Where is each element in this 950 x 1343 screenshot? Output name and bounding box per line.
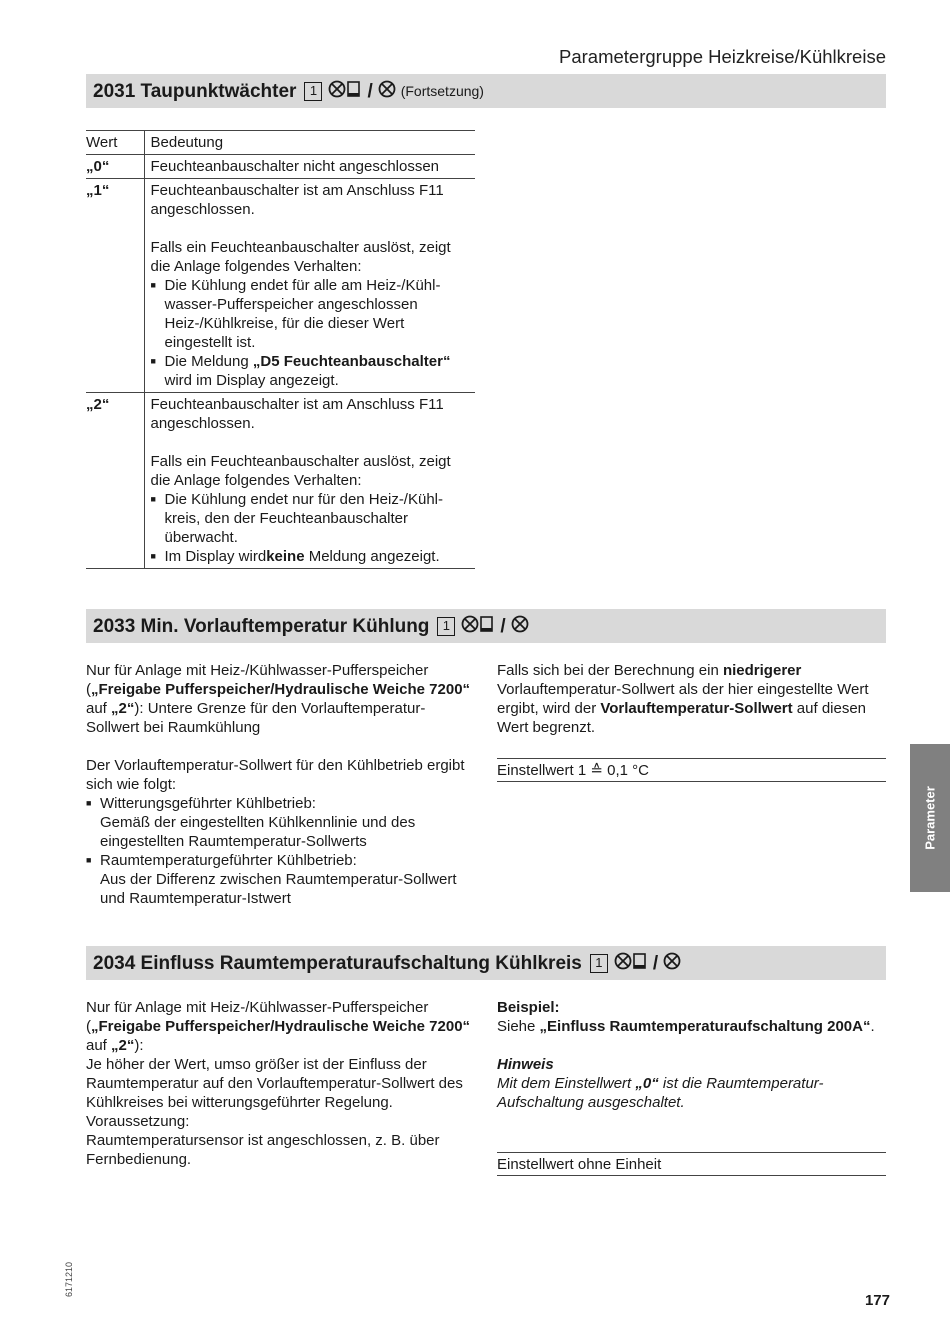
- meaning-line: Feuchteanbauschalter ist am Anschluss F11 angeschlossen.: [150, 396, 444, 432]
- row-value: „2“: [86, 393, 144, 569]
- row-meaning: [144, 179, 475, 393]
- slash-separator: /: [367, 80, 373, 102]
- heating-circuit-icon: [662, 950, 682, 976]
- side-tab-parameter: [910, 744, 950, 892]
- section-title: 2034 Einfluss Raumtemperaturaufschaltung Kühlkreis: [93, 952, 582, 974]
- paragraph: Nur für Anlage mit Heiz-/Kühlwasser-Pufferspeicher („Freigabe Pufferspeicher/Hydraulische Weiche 7200“ auf „2“):: [86, 999, 471, 1054]
- paragraph: Voraussetzung:: [86, 1113, 190, 1130]
- list-item: [151, 352, 472, 390]
- page-number: 177: [864, 1292, 890, 1309]
- list-item: [151, 276, 472, 352]
- note-text: Mit dem Einstellwert „0“ ist die Raumtemperatur-Aufschaltung ausgeschaltet.: [497, 1075, 824, 1111]
- continuation-label: (Fortsetzung): [400, 82, 484, 99]
- paragraph: Nur für Anlage mit Heiz-/Kühlwasser-Pufferspeicher („Freigabe Pufferspeicher/Hydraulische Weiche 7200“ auf „2“): Untere Grenze für den Vorlauftemperatur-Sollwert bei Raumkühlung: [86, 662, 471, 736]
- heating-circuit-icon: [510, 613, 530, 639]
- heating-circuit-icon: [377, 78, 397, 104]
- list-item-text: Witterungsgeführter Kühlbetrieb: Gemäß der eingestellten Kühlkennlinie und des eingestellten Raumtemperatur-Sollwerts: [100, 795, 416, 850]
- note-label: Hinweis: [497, 1056, 554, 1073]
- bullet-icon: ■: [150, 280, 156, 290]
- meaning-line: Feuchteanbauschalter ist am Anschluss F11 angeschlossen.: [150, 182, 444, 218]
- list-item-text: Die Meldung „D5 Feuchteanbauschalter“ wird im Display angezeigt.: [164, 353, 451, 389]
- bullet-icon: ■: [150, 551, 156, 561]
- row-value: „0“: [86, 155, 144, 179]
- section-heading-2033: [86, 609, 886, 643]
- section-2034-right-text: [497, 998, 883, 1112]
- section-heading-2034: [86, 946, 886, 980]
- slash-separator: /: [652, 952, 659, 974]
- bullet-icon: ■: [86, 798, 92, 808]
- section-heading-2031: [86, 74, 886, 108]
- row-value: „1“: [86, 179, 144, 393]
- table-header-meaning: Bedeutung: [144, 131, 475, 155]
- section-2034-left-text: [86, 998, 472, 1169]
- heating-cooling-circuit-icon: [328, 78, 362, 104]
- level-box-icon: 1: [590, 954, 608, 973]
- list-item: [86, 851, 472, 908]
- level-box-icon: 1: [437, 617, 455, 636]
- table-row: [86, 179, 475, 393]
- document-number: 6171210: [64, 1261, 75, 1298]
- paragraph: Der Vorlauftemperatur-Sollwert für den Kühlbetrieb ergibt sich wie folgt:: [86, 757, 465, 793]
- list-item: [151, 490, 472, 547]
- list-item-text: Die Kühlung endet nur für den Heiz-/Kühl-kreis, den der Feuchteanbauschalter überwacht.: [164, 491, 443, 546]
- list-item-text: Raumtemperaturgeführter Kühlbetrieb: Aus der Differenz zwischen Raumtemperatur-Sollwert und Raumtemperatur-Istwert: [100, 852, 457, 907]
- table-row: [86, 393, 475, 569]
- table-header-value: Wert: [86, 131, 144, 155]
- paragraph: Je höher der Wert, umso größer ist der Einfluss der Raumtemperatur auf den Vorlauftemperatur-Sollwert des Kühlkreises bei witterungsgeführter Regelung.: [86, 1056, 463, 1111]
- row-meaning: [144, 393, 475, 569]
- section-2033-left-text: [86, 661, 472, 908]
- list-item-text: Die Kühlung endet für alle am Heiz-/Kühl-wasser-Pufferspeicher angeschlossen Heiz-/Kühlkreise, für die dieser Wert eingestellt ist.: [164, 277, 441, 351]
- bullet-icon: ■: [150, 356, 156, 366]
- row-meaning: Feuchteanbauschalter nicht angeschlossen: [144, 155, 475, 179]
- setting-value-2033: Einstellwert 1 ≙ 0,1 °C: [497, 758, 886, 782]
- value-meaning-table: [86, 130, 475, 569]
- list-item: [151, 547, 472, 566]
- section-title: 2033 Min. Vorlauftemperatur Kühlung: [93, 615, 430, 637]
- bullet-icon: ■: [150, 494, 156, 504]
- paragraph: Raumtemperatursensor ist angeschlossen, z. B. über Fernbedienung.: [86, 1132, 440, 1168]
- side-tab-label: Parameter: [922, 786, 938, 850]
- list-item-text: Im Display wirdkeine Meldung angezeigt.: [164, 548, 440, 565]
- slash-separator: /: [500, 615, 506, 637]
- list-item: [86, 794, 472, 851]
- table-row: [86, 155, 475, 179]
- example-text: Siehe „Einfluss Raumtemperaturaufschaltung 200A“.: [497, 1018, 875, 1035]
- bullet-icon: ■: [86, 855, 92, 865]
- setting-value-2034: Einstellwert ohne Einheit: [497, 1152, 886, 1176]
- heating-cooling-circuit-icon: [614, 950, 648, 976]
- heating-cooling-circuit-icon: [461, 613, 495, 639]
- page-header-title: Parametergruppe Heizkreise/Kühlkreise: [559, 46, 886, 67]
- level-box-icon: 1: [304, 82, 322, 101]
- example-label: Beispiel:: [497, 999, 560, 1016]
- meaning-line: Falls ein Feuchteanbauschalter auslöst, zeigt die Anlage folgendes Verhalten:: [150, 453, 451, 489]
- section-2033-right-text: Falls sich bei der Berechnung ein niedrigerer Vorlauftemperatur-Sollwert als der hier eingestellte Wert ergibt, wird der Vorlauftemperatur-Sollwert auf diesen Wert begrenzt.: [497, 662, 869, 736]
- section-title: 2031 Taupunktwächter: [93, 80, 297, 102]
- meaning-line: Falls ein Feuchteanbauschalter auslöst, zeigt die Anlage folgendes Verhalten:: [150, 239, 451, 275]
